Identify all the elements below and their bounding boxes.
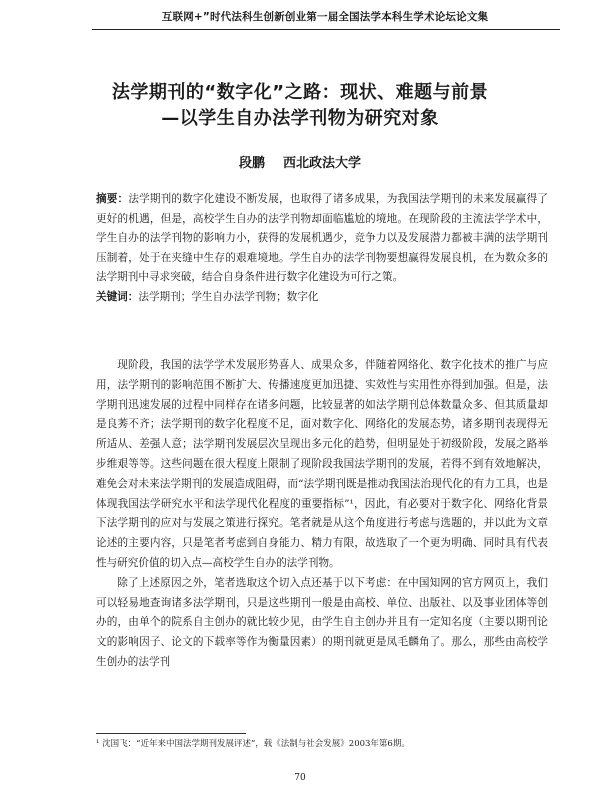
abstract — [96, 190, 548, 308]
running-header: 互联网+”时代法科生创新创业第一届全国法学本科生学术论坛论文集 — [161, 11, 489, 23]
title-block — [60, 80, 540, 132]
header-rule — [92, 29, 560, 30]
body-paragraph: 现阶段，我国的法学学术发展形势喜人、成果众多，伴随着网络化、数字化技术的推广与应用，法学期刊的影响范围不断扩大、传播速度更加迅捷、实效性与实用性亦得到加强。但是，法学期刊迅速发展的过程中同样存在诸多问题，比较显著的如法学期刊总体数量众多、但其质量却是良莠不齐；法学期刊的数字化程度不足，面对数字化、网络化的发展态势，诸多期刊表现得无所适从、差强人意；法学期刊发展层次呈现出多元化的趋势，但明显处于初级阶段，发展之路举步维艰等等。这些问题在很大程度上限制了现阶段我国法学期刊的发展，若得不到有效地解决，难免会对未来法学期刊的发展造成阻碍，而“法学期刊既是推动我国法治现代化的有力工具，也是体现我国法学研究水平和法学现代化程度的重要指标”¹，因此，有必要对于数字化、网络化背景下法学期刊的应对与发展之策进行探究。笔者就是从这个角度进行考虑与选题的，并以此为文章论述的主要内容，只是笔者考虑到自身能力、精力有限，故选取了一个更为明确、同时具有代表性与研究价值的切入点—高校学生自办的法学刊物。 — [96, 359, 548, 569]
page-number: 70 — [294, 773, 306, 783]
keywords-label: 关键词： — [96, 290, 139, 303]
paper-title: 法学期刊的“数字化”之路：现状、难题与前景 — [111, 82, 489, 103]
footnote-rule — [96, 733, 246, 734]
abstract-paragraph — [96, 190, 548, 288]
author-affiliation: 西北政法大学 — [283, 156, 362, 171]
footnote: ¹ 沈国飞：“近年来中国法学期刊发展评述”，载《法制与社会发展》2003年第6期。 — [96, 739, 410, 749]
abstract-text: 法学期刊的数字化建设不断发展，也取得了诸多成果，为我国法学期刊的未来发展赢得了更好的机遇，但是，高校学生自办的法学刊物却面临尴尬的境地。在现阶段的主流法学学术中，学生自办的法学刊物的影响力小，获得的发展机遇少，竞争力以及发展潜力都被丰满的法学期刊压制着，处于在夹缝中生存的艰难境地。学生自办的法学刊物要想赢得发展良机，在为数众多的法学期刊中寻求突破，结合自身条件进行数字化建设为可行之策。 — [96, 193, 549, 284]
keywords-text: 法学期刊；学生自办法学刊物；数字化 — [138, 290, 319, 303]
paper-subtitle: —以学生自办法学刊物为研究对象 — [161, 108, 439, 129]
body-text — [96, 356, 548, 673]
author-line — [60, 152, 540, 171]
abstract-label: 摘要： — [96, 193, 129, 205]
keywords — [96, 288, 548, 308]
body-paragraph: 除了上述原因之外，笔者选取这个切入点还基于以下考虑：在中国知网的官方网页上，我们可以轻易地查询诸多法学期刊，只是这些期刊一般是由高校、单位、出版社、以及事业团体等创办的，由单个的院系自主创办的就比较少见，由学生自主创办并且有一定知名度（主要以期刊论文的影响因子、论文的下载率等作为衡量因素）的期刊就更是凤毛麟角了。那么，那些由高校学生创办的法学刊 — [96, 576, 548, 668]
author-name: 段鹏 — [238, 156, 265, 171]
